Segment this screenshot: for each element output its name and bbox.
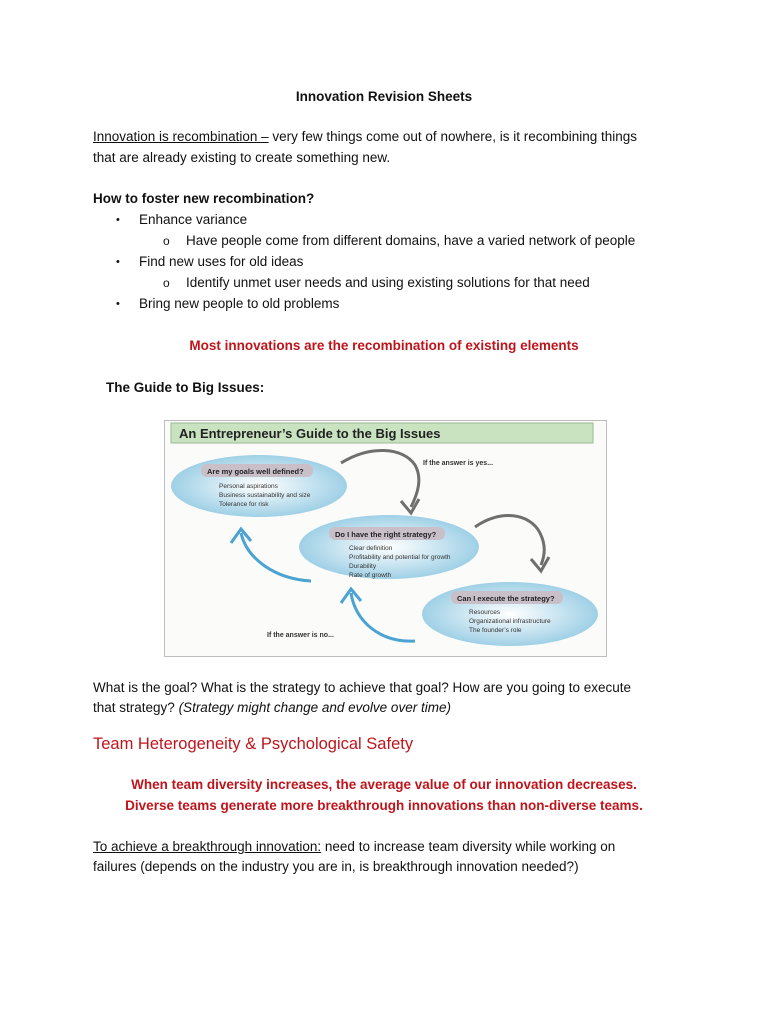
- arrow-goals-to-strategy: [341, 450, 419, 507]
- page-title: Innovation Revision Sheets: [295, 89, 473, 104]
- intro-line-1: [93, 128, 637, 146]
- guide-diagram: [165, 421, 606, 656]
- highlight-line-1: When team diversity increases, the average value of our innovation decreases.: [131, 777, 637, 792]
- intro-term: Innovation is recombination –: [93, 129, 269, 144]
- breakthrough-line-1: [93, 838, 615, 856]
- sub-bullet-marker: o: [163, 276, 170, 290]
- foster-question: How to foster new recombination?: [93, 191, 315, 206]
- goal-text-line-1: What is the goal? What is the strategy to achieve that goal? How are you going to execute: [93, 680, 632, 695]
- highlight-statement: Most innovations are the recombination of existing elements: [189, 338, 579, 353]
- breakthrough-text-2: failures (depends on the industry you are in, is breakthrough innovation needed?): [93, 859, 579, 874]
- goals-question: Are my goals well defined?: [207, 467, 304, 476]
- strategy-question: Do I have the right strategy?: [335, 530, 437, 539]
- strategy-line-3: Durability: [349, 563, 377, 570]
- figure-title: An Entrepreneur’s Guide to the Big Issues: [179, 426, 441, 441]
- breakthrough-term: To achieve a breakthrough innovation:: [93, 839, 322, 854]
- foster-item-1: Enhance variance: [139, 212, 248, 227]
- foster-item-2-sub: Identify unmet user needs and using existing solutions for that need: [186, 275, 590, 290]
- sub-bullet-marker: o: [163, 234, 170, 248]
- intro-text-2: that are already existing to create something new.: [93, 150, 391, 165]
- if-no-label: If the answer is no...: [267, 632, 334, 639]
- goal-text-plain: that strategy?: [93, 700, 179, 715]
- bullet-marker: •: [116, 214, 120, 226]
- bullet-marker: •: [116, 256, 120, 268]
- foster-item-2: Find new uses for old ideas: [139, 254, 304, 269]
- goals-line-1: Personal aspirations: [219, 483, 278, 490]
- guide-label: The Guide to Big Issues:: [106, 380, 265, 395]
- if-yes-label: If the answer is yes...: [423, 460, 494, 467]
- strategy-line-4: Rate of growth: [349, 572, 392, 579]
- intro-text-1: very few things come out of nowhere, is it recombining things: [268, 129, 638, 144]
- foster-item-1-sub: Have people come from different domains, have a varied network of people: [186, 233, 636, 248]
- highlight-line-2: Diverse teams generate more breakthrough innovations than non-diverse teams.: [125, 798, 643, 813]
- strategy-line-1: Clear definition: [349, 545, 393, 552]
- execute-question: Can I execute the strategy?: [457, 594, 555, 603]
- execute-line-2: Organizational infrastructure: [469, 618, 551, 625]
- breakthrough-text-1: need to increase team diversity while working on: [321, 839, 616, 854]
- goals-line-3: Tolerance for risk: [219, 501, 269, 508]
- arrow-strategy-to-execute: [475, 516, 544, 565]
- section-heading: Team Heterogeneity & Psychological Safety: [93, 735, 414, 753]
- goals-line-2: Business sustainability and size: [219, 492, 311, 499]
- goal-text-line-2: [93, 699, 451, 717]
- execute-line-3: The founder’s role: [469, 627, 522, 634]
- bullet-marker: •: [116, 298, 120, 310]
- entrepreneur-guide-figure: [164, 420, 607, 657]
- strategy-line-2: Profitability and potential for growth: [349, 554, 451, 561]
- foster-item-3: Bring new people to old problems: [139, 296, 340, 311]
- goal-text-italic: (Strategy might change and evolve over time): [178, 700, 451, 715]
- execute-line-1: Resources: [469, 609, 501, 616]
